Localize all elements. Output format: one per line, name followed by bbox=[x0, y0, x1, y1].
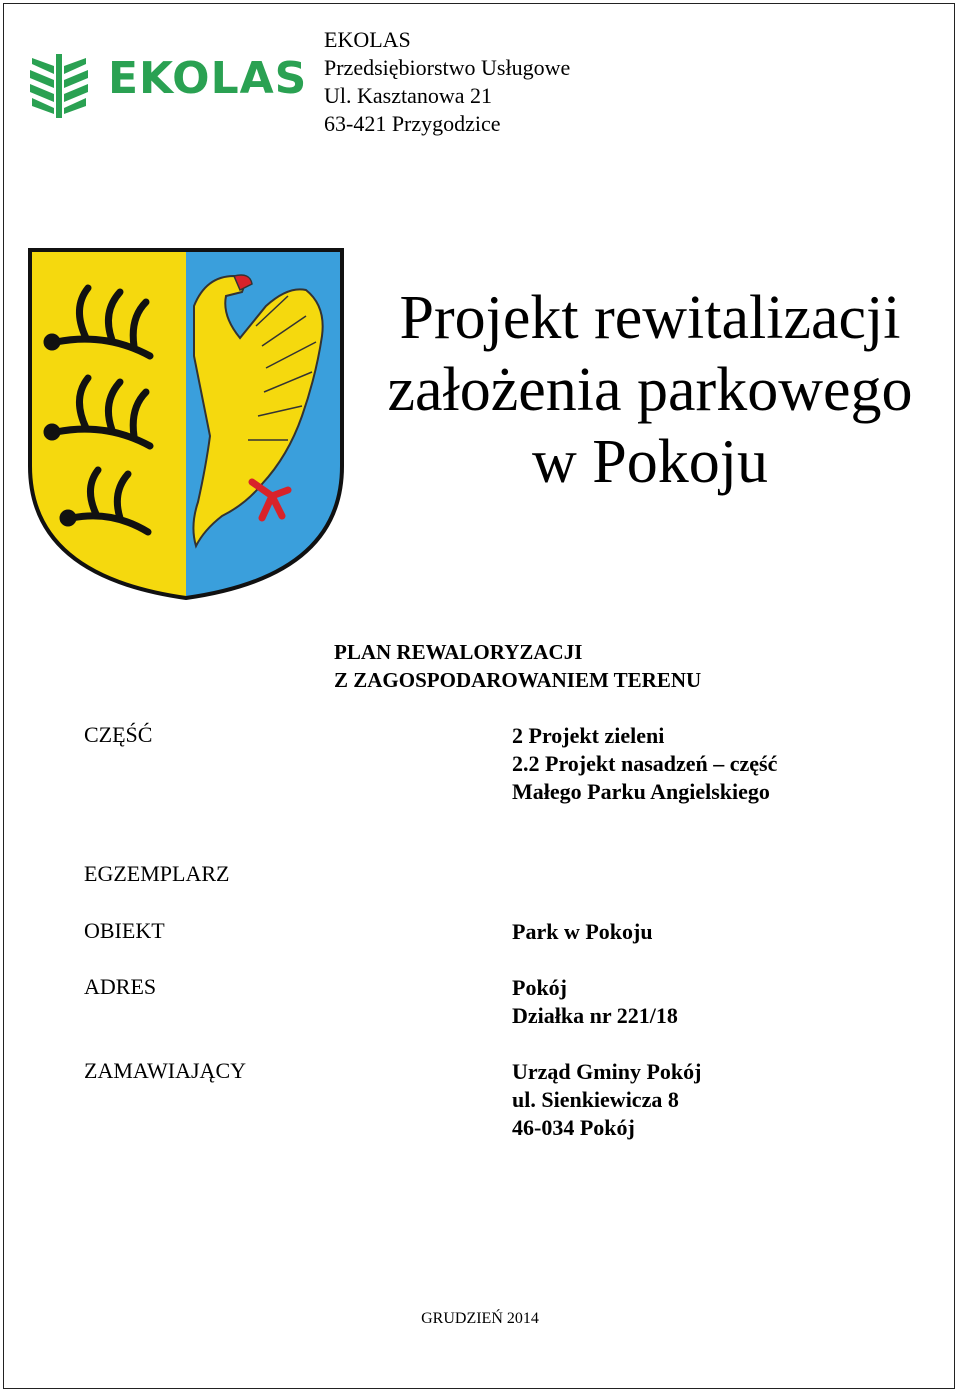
zamawiajacy-label: ZAMAWIAJĄCY bbox=[84, 1058, 247, 1083]
company-name: EKOLAS bbox=[324, 27, 411, 52]
czesc-value bbox=[512, 722, 777, 806]
title-line-1: Projekt rewitalizacji bbox=[399, 284, 901, 352]
adres-value bbox=[512, 974, 678, 1030]
czesc-line-3: Małego Parku Angielskiego bbox=[512, 779, 770, 804]
adres-line-2: Działka nr 221/18 bbox=[512, 1003, 678, 1028]
adres-label: ADRES bbox=[84, 974, 157, 999]
obiekt-line-1: Park w Pokoju bbox=[512, 919, 653, 944]
company-city: 63-421 Przygodzice bbox=[324, 111, 501, 136]
document-page bbox=[3, 3, 955, 1389]
czesc-line-2: 2.2 Projekt nasadzeń – część bbox=[512, 751, 778, 776]
plan-line-1: PLAN REWALORYZACJI bbox=[334, 640, 583, 664]
zamawiajacy-value bbox=[512, 1058, 701, 1142]
plan-heading bbox=[334, 638, 701, 694]
ekolas-logo bbox=[24, 48, 308, 120]
adres-line-1: Pokój bbox=[512, 975, 567, 1000]
zamawiajacy-line-3: 46-034 Pokój bbox=[512, 1115, 635, 1140]
title-line-2: założenia parkowego bbox=[387, 356, 913, 424]
document-title bbox=[360, 282, 940, 498]
ekolas-tree-icon bbox=[24, 48, 94, 120]
czesc-line-1: 2 Projekt zieleni bbox=[512, 723, 665, 748]
plan-line-2: Z ZAGOSPODAROWANIEM TERENU bbox=[334, 668, 702, 692]
obiekt-label: OBIEKT bbox=[84, 918, 165, 943]
document-date: GRUDZIEŃ 2014 bbox=[421, 1310, 539, 1327]
company-type: Przedsiębiorstwo Usługowe bbox=[324, 55, 571, 80]
company-street: Ul. Kasztanowa 21 bbox=[324, 83, 493, 108]
title-line-3: w Pokoju bbox=[532, 428, 768, 496]
obiekt-value bbox=[512, 918, 653, 946]
logo-wordmark: EKOLAS bbox=[108, 53, 308, 104]
zamawiajacy-line-1: Urząd Gminy Pokój bbox=[512, 1059, 702, 1084]
coat-of-arms bbox=[26, 246, 346, 602]
zamawiajacy-line-2: ul. Sienkiewicza 8 bbox=[512, 1087, 679, 1112]
czesc-label: CZĘŚĆ bbox=[84, 722, 153, 747]
company-address bbox=[324, 26, 570, 138]
egzemplarz-label: EGZEMPLARZ bbox=[84, 861, 230, 886]
